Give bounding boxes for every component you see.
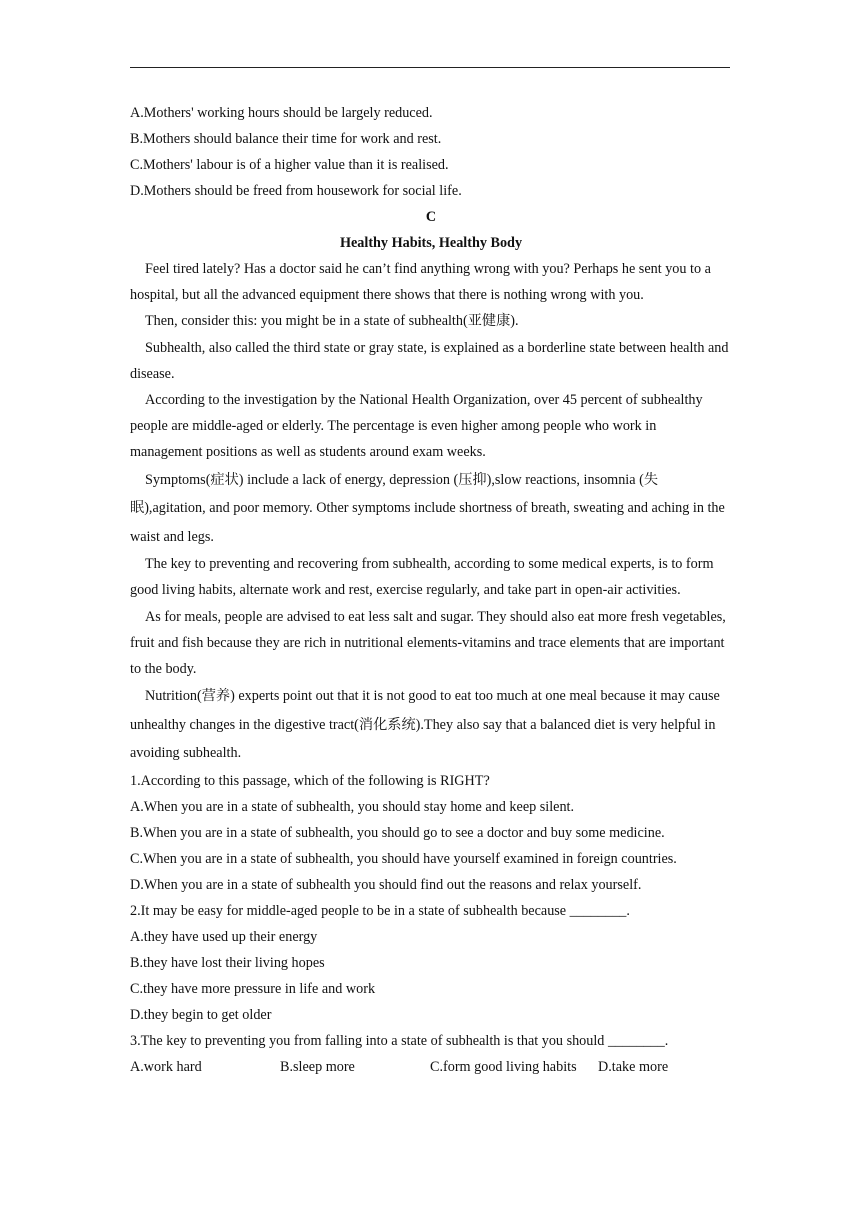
question-option: A.When you are in a state of subhealth, you should stay home and keep silent. — [130, 798, 575, 815]
question-option: C.When you are in a state of subhealth, you should have yourself examined in foreign countries. — [130, 850, 677, 867]
question-stem: 2.It may be easy for middle-aged people to be in a state of subhealth because ________. — [130, 902, 630, 919]
question-option: B.sleep more — [280, 1058, 355, 1075]
paragraph-6: The key to preventing and recovering from subhealth, according to some medical experts, is to form good living habits, alternate work and rest, exercise regularly, and take part in open-air activities. — [130, 556, 714, 599]
question-option: D.they begin to get older — [130, 1006, 272, 1023]
question-option: B.When you are in a state of subhealth, you should go to see a doctor and buy some medicine. — [130, 824, 665, 841]
question-2 — [130, 898, 732, 1028]
question-1 — [130, 768, 732, 898]
paragraph-5: Symptoms(症状) include a lack of energy, depression (压抑),slow reactions, insomnia (失眠),agitation, and poor memory. Other symptoms include shortness of breath, sweating and aching in the waist and legs. — [130, 471, 725, 545]
question-option: A.they have used up their energy — [130, 928, 318, 945]
previous-question-options — [130, 100, 732, 204]
question-option: D.take more — [598, 1058, 669, 1075]
paragraph-7: As for meals, people are advised to eat less salt and sugar. They should also eat more fresh vegetables, fruit and fish because they are rich in nutritional elements-vitamins and trace elements that are important to the body. — [130, 608, 726, 677]
paragraph-8: Nutrition(营养) experts point out that it is not good to eat too much at one meal because it may cause unhealthy changes in the digestive tract(消化系统).They also say that a balanced diet is very helpful in avoiding subhealth. — [130, 688, 720, 762]
question-stem: 3.The key to preventing you from falling into a state of subhealth is that you should ________. — [130, 1032, 669, 1049]
passage-title: Healthy Habits, Healthy Body — [339, 235, 523, 251]
section-label: C — [425, 209, 437, 225]
question-option: A.work hard — [130, 1058, 202, 1075]
question-option: C.they have more pressure in life and work — [130, 980, 376, 997]
document-body — [130, 100, 732, 1080]
option-d: D.Mothers should be freed from housework for social life. — [130, 183, 462, 199]
question-3 — [130, 1028, 732, 1080]
option-a: A.Mothers' working hours should be largely reduced. — [130, 105, 433, 121]
option-b: B.Mothers should balance their time for work and rest. — [130, 131, 442, 147]
paragraph-2: Then, consider this: you might be in a state of subhealth(亚健康). — [145, 313, 519, 330]
question-option: D.When you are in a state of subhealth you should find out the reasons and relax yourself. — [130, 876, 642, 893]
question-option: C.form good living habits — [430, 1058, 577, 1075]
paragraph-1: Feel tired lately? Has a doctor said he can’t find anything wrong with you? Perhaps he sent you to a hospital, but all the advanced equipment there shows that there is nothing wrong with you. — [130, 261, 711, 304]
header-rule — [130, 67, 730, 68]
question-options-row — [130, 1054, 732, 1080]
option-c: C.Mothers' labour is of a higher value than it is realised. — [130, 157, 449, 173]
passage — [130, 256, 732, 768]
paragraph-3: Subhealth, also called the third state or gray state, is explained as a borderline state between health and disease. — [130, 339, 729, 382]
question-stem: 1.According to this passage, which of the following is RIGHT? — [130, 772, 490, 789]
paragraph-4: According to the investigation by the National Health Organization, over 45 percent of subhealthy people are middle-aged or elderly. The percentage is even higher among people who work in management positions as well as students around exam weeks. — [130, 392, 703, 461]
question-option: B.they have lost their living hopes — [130, 954, 325, 971]
